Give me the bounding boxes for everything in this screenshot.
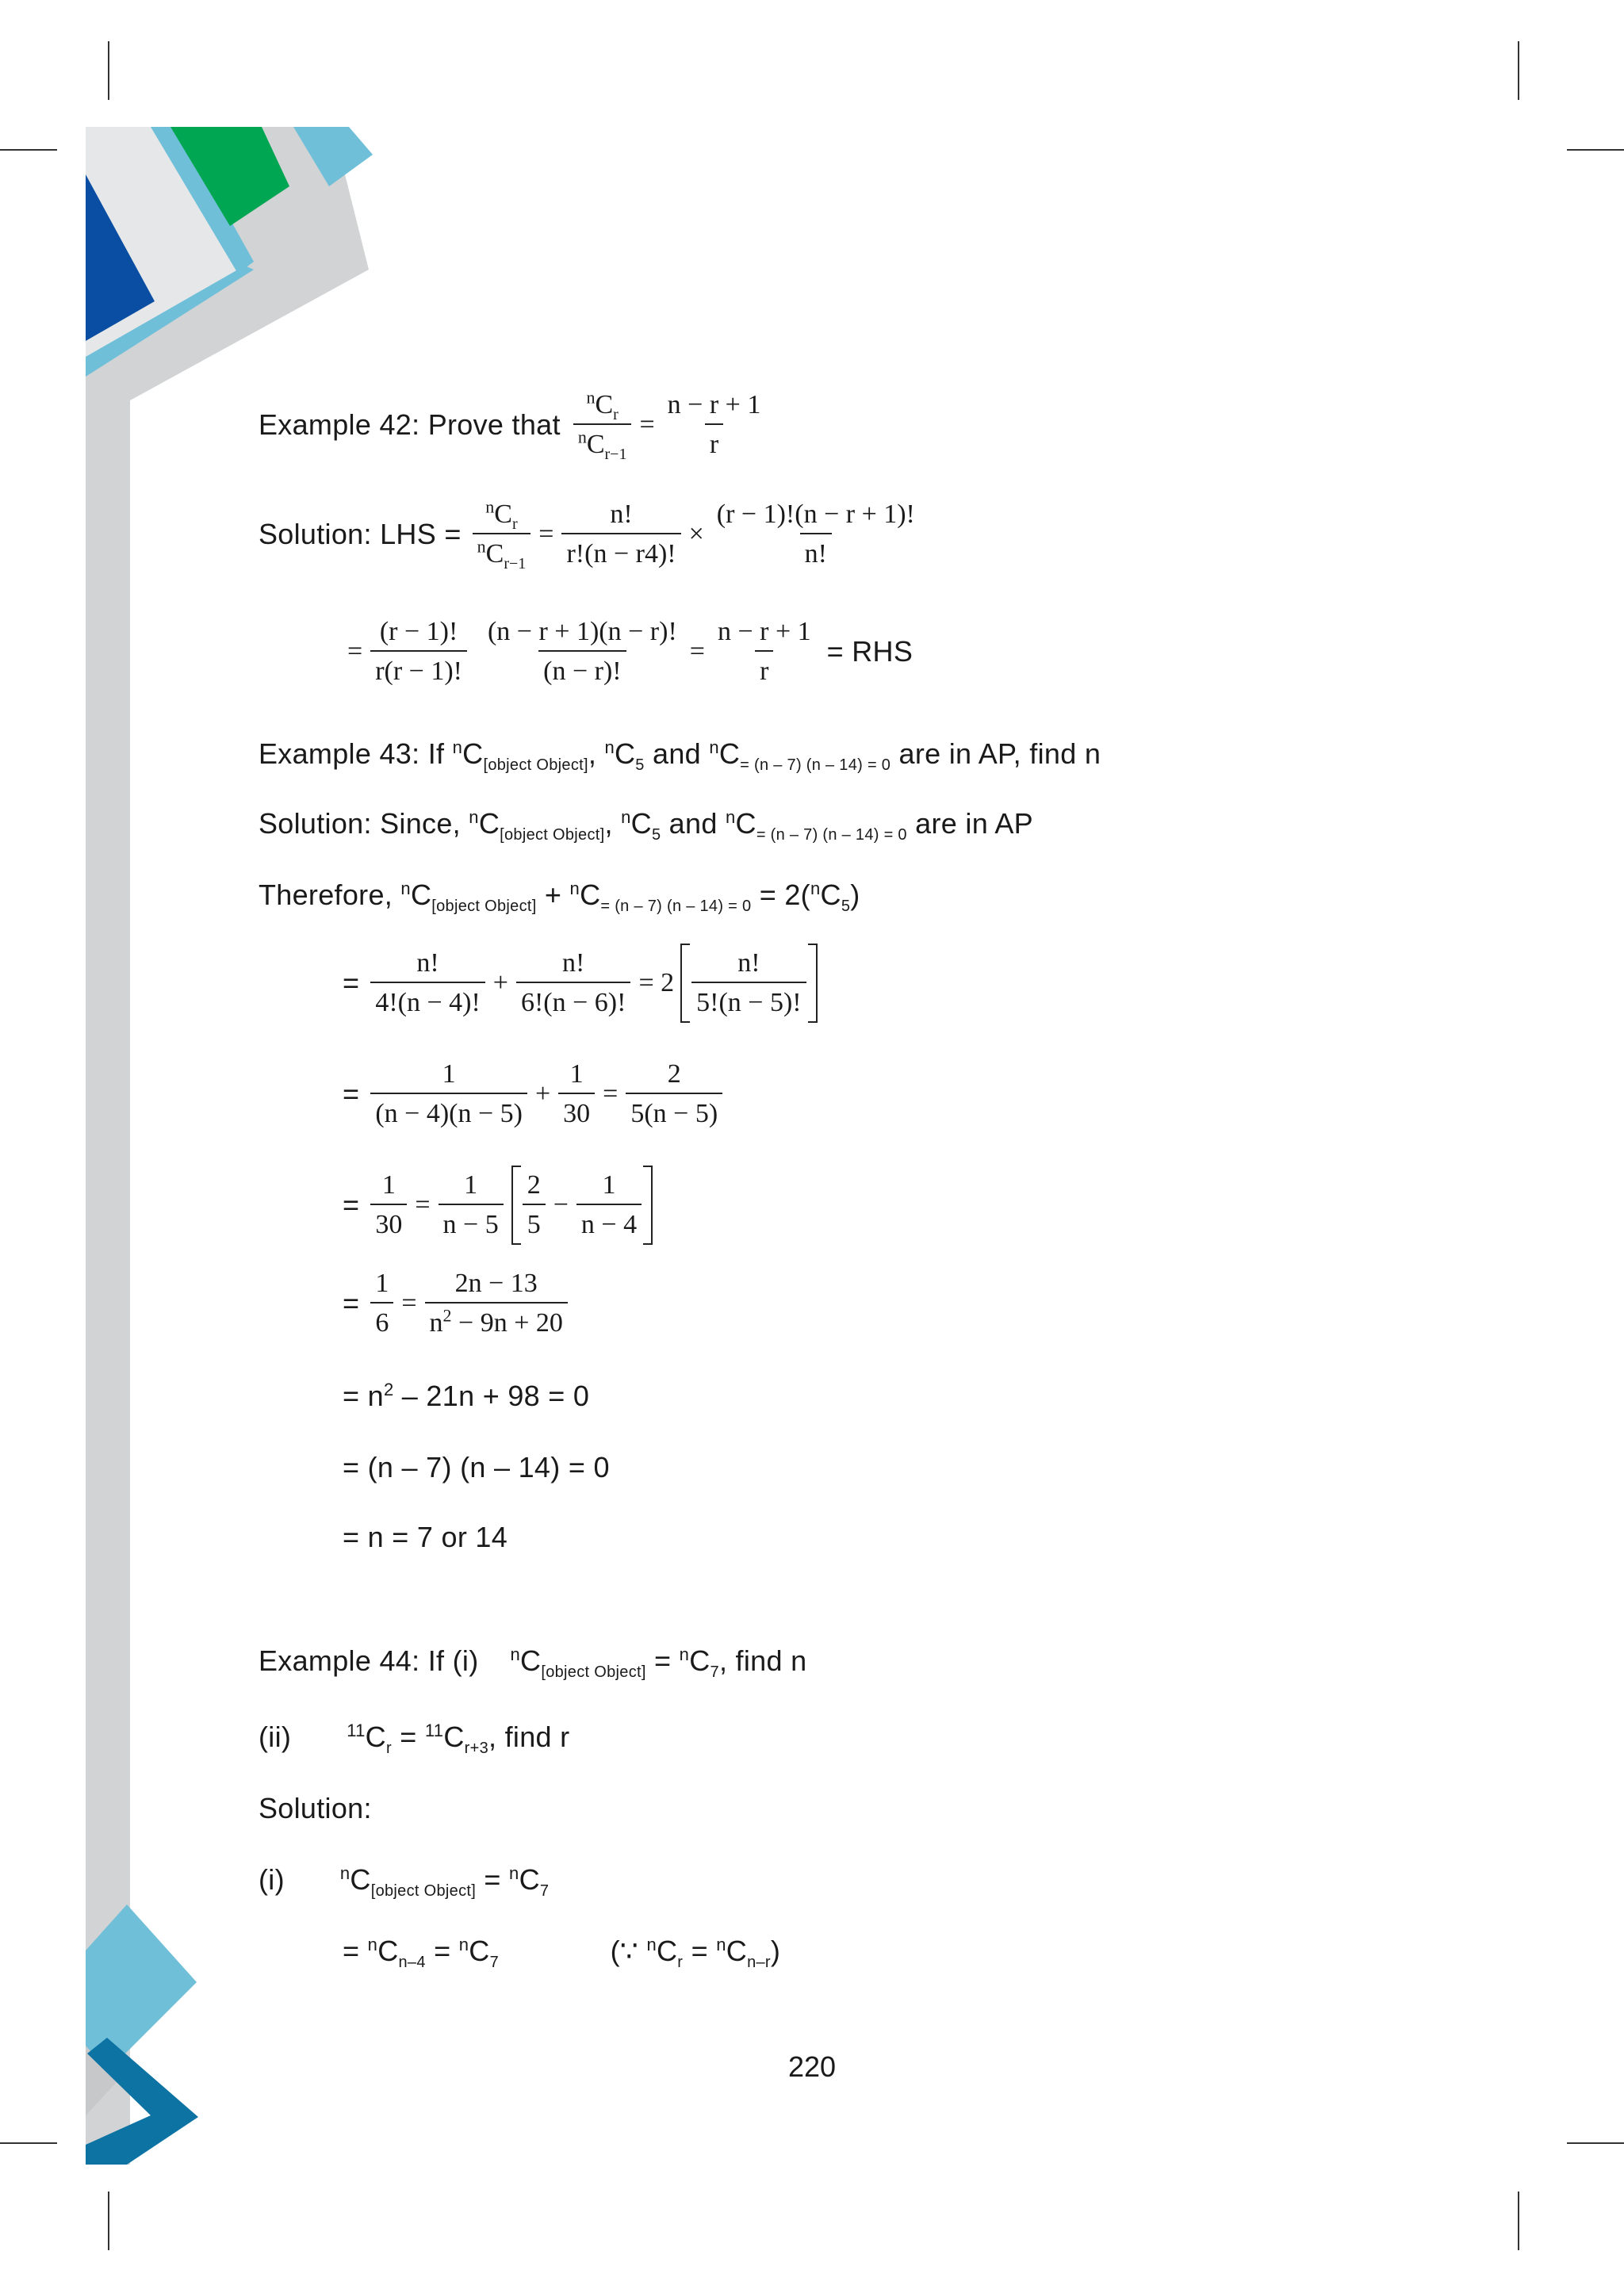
- plus-sign: +: [492, 968, 508, 997]
- example-43-therefore: Therefore, $^nC_{[object Object]} + ^nC_{= (n - 7) (n - 14) = 0} = 2(^nC_5)$: [259, 879, 860, 916]
- equals-sign: =: [689, 637, 705, 666]
- equals-sign: =: [603, 1079, 619, 1108]
- fraction-1-over-n4-n5: $\frac{1}{(n - 4)(n - 5)}$: [370, 1059, 527, 1129]
- example-43-step-4: [343, 1269, 573, 1338]
- equals-sign: =: [538, 519, 554, 549]
- example-44-part-ii: (ii) $^{11}C_r = ^{11}C_{r+3}$, find r: [259, 1721, 570, 1758]
- example-43-title: Example 43: If $^nC_{[object Object]}$, $^nC_5$ and $^nC_{= (n - 7) (n - 14) = 0}$ are in AP, find n: [259, 737, 1101, 775]
- side-bar: [86, 127, 130, 2165]
- fraction-n-over-6-fact: $\frac{n!}{6!(n - 6)!}$: [516, 948, 630, 1018]
- solution-42-line-1: [259, 496, 925, 572]
- equals-sign: =: [639, 410, 655, 439]
- example-43-step-3: [343, 1166, 653, 1245]
- equals-sign: =: [343, 967, 360, 999]
- fraction-1-over-6: $\frac{1}{6}$: [370, 1269, 393, 1338]
- fraction-ncr-over-ncr1: $\frac{^nC_r}{^nC_{r-1}}$: [573, 390, 632, 460]
- example-44-title: Example 44: If (i) $^nC_{[object Object]} = ^nC_7$, find n: [259, 1644, 807, 1682]
- equals-sign: =: [343, 1078, 360, 1110]
- equals-sign: =: [401, 1288, 417, 1318]
- example-43-step-6: = (n – 7) (n – 14) = 0: [343, 1451, 610, 1483]
- example-43-step-2: [343, 1059, 727, 1129]
- example-42-title: Example 42: Prove that: [259, 408, 561, 441]
- fraction-2-over-5: $\frac{2}{5}$: [523, 1170, 546, 1240]
- equals-sign: =: [343, 1189, 360, 1221]
- times-sign: ×: [688, 519, 704, 549]
- example-43-step-5: = $n^2 - 21n + 98 = 0$: [343, 1380, 590, 1412]
- square-bracket: [680, 944, 817, 1023]
- example-42-statement: [259, 387, 770, 463]
- fraction-rhs: $\frac{n - r + 1}{r}$: [667, 390, 761, 459]
- fraction-n-over-5-fact: $\frac{n!}{5!(n - 5)!}$: [691, 948, 806, 1018]
- minus-sign: −: [553, 1190, 569, 1219]
- fraction-n-over-4-fact: $\frac{n!}{4!(n - 4)!}$: [370, 948, 485, 1018]
- fraction-ncr-over-ncr1: $\frac{^nC_r}{^nC_{r-1}}$: [473, 500, 531, 569]
- example-44-part-i: (i) $^nC_{[object Object]} = ^nC_7$: [259, 1863, 550, 1901]
- fraction-r1-fact-over-n-fact: $\frac{(r - 1)!(n - r + 1)!}{n!}$: [716, 500, 915, 568]
- fraction-nr1-nr-over-nr: $\frac{(n - r + 1)(n - r)!}{(n - r)!}$: [487, 617, 677, 686]
- page-number: 220: [787, 2050, 837, 2083]
- example-44-part-i-step-2: = $^nC_{n-4} = ^nC_7$ (∵ $^nC_r = ^nC_{n-r}$): [343, 1935, 781, 1972]
- example-43-step-7: = n = 7 or 14: [343, 1521, 508, 1553]
- example-43-step-1: [343, 944, 818, 1023]
- rhs-label: = RHS: [826, 635, 914, 668]
- fraction-2-over-5n5: $\frac{2}{5(n - 5)}$: [626, 1059, 722, 1129]
- equals-two: = 2: [638, 968, 675, 997]
- fraction-2n13-over-quadratic: $\frac{2n - 13}{n^2 - 9n + 20}$: [425, 1269, 568, 1338]
- fraction-1-over-30: $\frac{1}{30}$: [370, 1170, 407, 1240]
- square-bracket: [511, 1166, 653, 1245]
- equals-sign: =: [343, 1287, 360, 1319]
- fraction-r1-fact-over-r-r1-fact: $\frac{(r - 1)!}{r(r - 1)!}$: [370, 617, 467, 687]
- solution-42-line-2: [344, 617, 913, 687]
- fraction-1-over-n4: $\frac{1}{n - 4}$: [576, 1170, 642, 1240]
- plus-sign: +: [534, 1079, 551, 1108]
- example-43-solution-intro: Solution: Since, $^nC_{[object Object]}$, $^nC_5$ and $^nC_{= (n - 7) (n - 14) = 0}$ are in AP: [259, 807, 1033, 844]
- reason-note: (∵ $^nC_r = ^nC_{n-r}$): [610, 1935, 781, 1972]
- equals-sign: =: [347, 637, 363, 666]
- fraction-1-over-n5: $\frac{1}{n - 5}$: [439, 1170, 504, 1240]
- fraction-1-over-30: $\frac{1}{30}$: [558, 1059, 595, 1129]
- solution-label: Solution: LHS =: [259, 518, 462, 550]
- equals-sign: =: [415, 1190, 431, 1219]
- fraction-n-fact-over-r-fact: $\frac{n!}{r!(n - r4)!}$: [561, 500, 680, 569]
- example-44-solution-label: Solution:: [259, 1792, 372, 1824]
- fraction-nr1-over-r: $\frac{n - r + 1}{r}$: [717, 617, 811, 686]
